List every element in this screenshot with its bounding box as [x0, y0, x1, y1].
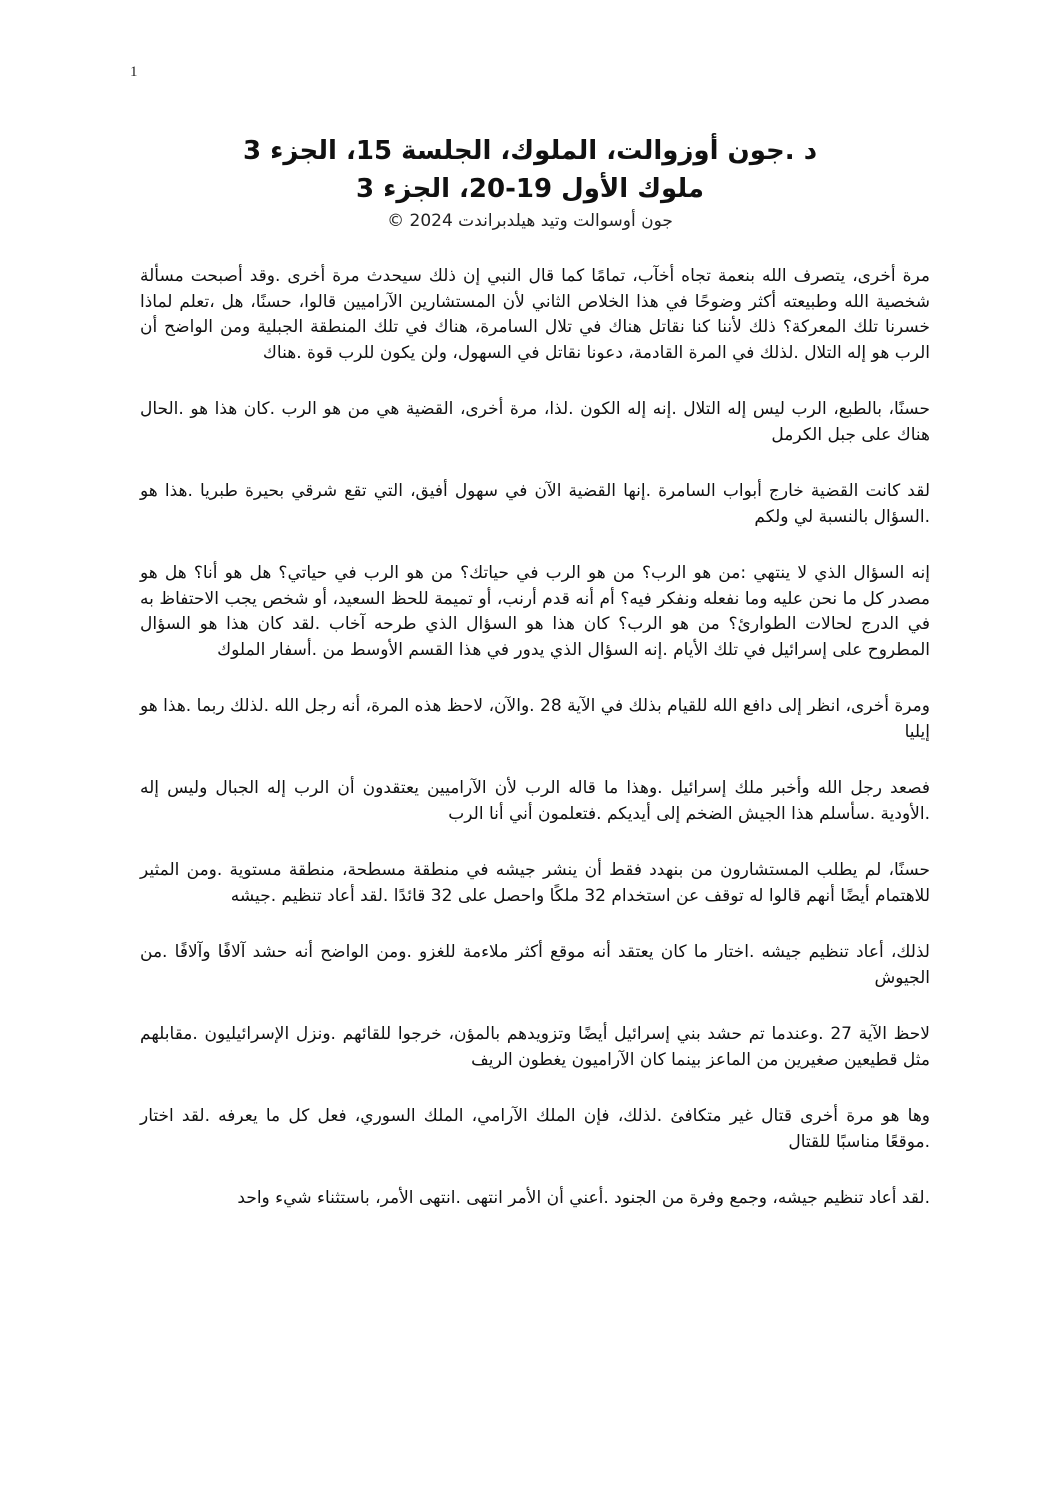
paragraph: لذلك، أعاد تنظيم جيشه .اختار ما كان يعتقد أنه موقع أكثر ملاءمة للغزو .ومن الواضح أنه حشد آلافًا وآلافًا .من الجيوش [140, 942, 930, 988]
paragraph: .لقد أعاد تنظيم جيشه، وجمع وفرة من الجنود .أعني أن الأمر انتهى .انتهى الأمر، باستثناء شيء واحد [237, 1188, 930, 1208]
paragraph: إنه السؤال الذي لا ينتهي :من هو الرب؟ من هو الرب في حياتك؟ من هو الرب في حياتي؟ هل هو أنا؟ هل هو مصدر كل ما نحن عليه وما نفعله ونفكر فيه؟ أم أنه قدم أرنب، أو تميمة للحظ السعيد، أو شخص يجب الاحتفاظ به في الدرج لحالات الطوارئ؟ من هو الرب؟ كان هذا هو السؤال الذي طرحه آخاب .لقد كان هذا هو السؤال المطروح على إسرائيل في تلك الأيام .إنه السؤال الذي يدور في هذا القسم الأوسط من .أسفار الملوك [140, 563, 930, 660]
document-header [140, 132, 920, 232]
paragraph: ومرة أخرى، انظر إلى دافع الله للقيام بذلك في الآية 28 .والآن، لاحظ هذه المرة، أنه رجل الله .لذلك ربما .هذا هو إيليا [140, 696, 930, 742]
paragraph: فصعد رجل الله وأخبر ملك إسرائيل .وهذا ما قاله الرب لأن الآراميين يعتقدون أن الرب إله الجبال وليس إله .الأودية .سأسلم هذا الجيش الضخم إلى أيديكم .فتعلمون أني أنا الرب [140, 778, 930, 824]
paragraph: وها هو مرة أخرى قتال غير متكافئ .لذلك، فإن الملك الآرامي، الملك السوري، فعل كل ما يعرفه .لقد اختار .موقعًا مناسبًا للقتال [140, 1106, 930, 1152]
page-number: 1 [130, 64, 138, 80]
paragraph: مرة أخرى، يتصرف الله بنعمة تجاه أخآب، تمامًا كما قال النبي إن ذلك سيحدث مرة أخرى .وقد أصبحت مسألة شخصية الله وطبيعته أكثر وضوحًا في هذا الخلاص الثاني لأن المستشارين الآراميين قالوا، حسنًا، هل ،تعلم لماذا خسرنا تلك المعركة؟ ذلك لأننا كنا نقاتل هناك في تلال السامرة، هناك في تلك المنطقة الجبلية ومن الواضح أن الرب هو إله التلال .لذلك في المرة القادمة، دعونا نقاتل في السهول، ولن يكون للرب قوة .هناك [140, 266, 930, 363]
document-title-line-2: ملوك الأول 19-20، الجزء 3 [355, 174, 705, 204]
paragraph: حسنًا، لم يطلب المستشارون من بنهدد فقط أن ينشر جيشه في منطقة مسطحة، منطقة مستوية .ومن المثير للاهتمام أيضًا أنهم قالوا له توقف عن استخدام 32 ملكًا واحصل على 32 قائدًا .لقد أعاد تنظيم .جيشه [140, 860, 930, 906]
document-title-line-1: د .جون أوزوالت، الملوك، الجلسة 15، الجزء 3 [242, 136, 818, 166]
paragraph: لاحظ الآية 27 .وعندما تم حشد بني إسرائيل أيضًا وتزويدهم بالمؤن، خرجوا للقائهم .ونزل الإسرائيليون .مقابلهم مثل قطيعين صغيرين من الماعز بينما كان الآراميون يغطون الريف [140, 1024, 930, 1070]
document-body [140, 264, 930, 1243]
paragraph: لقد كانت القضية خارج أبواب السامرة .إنها القضية الآن في سهول أفيق، التي تقع شرقي بحيرة طبريا .هذا هو .السؤال بالنسبة لي ولكم [140, 481, 930, 527]
paragraph: حسنًا، بالطبع، الرب ليس إله التلال .إنه إله الكون .لذا، مرة أخرى، القضية هي من هو الرب .كان هذا هو .الحال هناك على جبل الكرمل [140, 399, 930, 445]
copyright-line: جون أوسوالت وتيد هيلدبراندت 2024 © [387, 211, 673, 231]
